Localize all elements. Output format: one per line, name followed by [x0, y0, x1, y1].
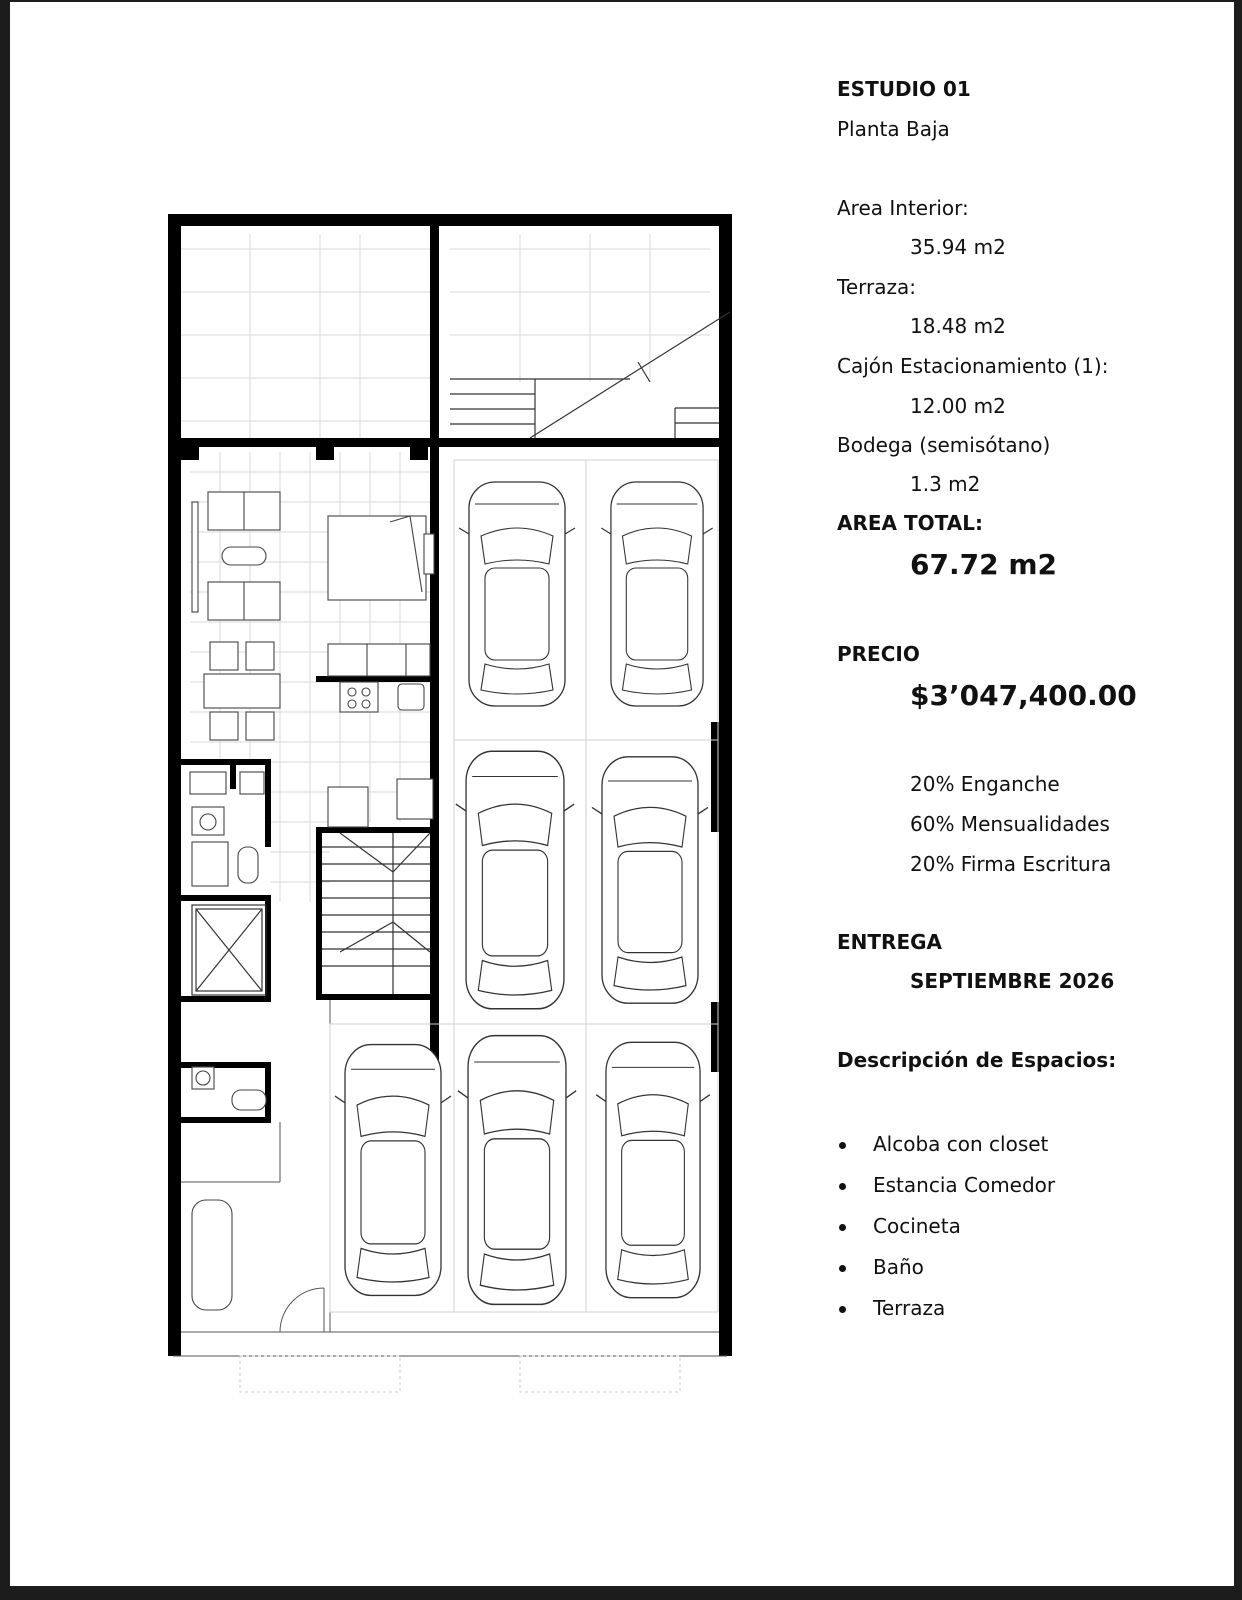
area-parking-value: 12.00 m2: [910, 394, 1006, 418]
floor-plan-drawing: [10, 2, 770, 1402]
unit-name: ESTUDIO 01: [837, 77, 971, 101]
price-label: PRECIO: [837, 642, 920, 666]
area-interior-value: 35.94 m2: [910, 235, 1006, 259]
spaces-list: [837, 1132, 1055, 1337]
area-parking-label: Cajón Estacionamiento (1):: [837, 354, 1109, 378]
list-item: Baño: [837, 1255, 1055, 1296]
area-storage-value: 1.3 m2: [910, 472, 981, 496]
area-terrace-value: 18.48 m2: [910, 314, 1006, 338]
total-area-value: 67.72 m2: [910, 548, 1057, 581]
payment-item: 20% Enganche: [910, 772, 1060, 796]
document-page: [10, 2, 1234, 1586]
list-item: Cocineta: [837, 1214, 1055, 1255]
price-value: $3’047,400.00: [910, 679, 1137, 712]
payment-item: 60% Mensualidades: [910, 812, 1110, 836]
area-storage-label: Bodega (semisótano): [837, 433, 1051, 457]
list-item: Terraza: [837, 1296, 1055, 1337]
delivery-date: SEPTIEMBRE 2026: [910, 969, 1115, 993]
spaces-title: Descripción de Espacios:: [837, 1048, 1117, 1072]
area-interior-label: Area Interior:: [837, 196, 969, 220]
list-item: Alcoba con closet: [837, 1132, 1055, 1173]
payment-item: 20% Firma Escritura: [910, 852, 1112, 876]
unit-level: Planta Baja: [837, 117, 950, 141]
list-item: Estancia Comedor: [837, 1173, 1055, 1214]
total-area-label: AREA TOTAL:: [837, 511, 983, 535]
area-terrace-label: Terraza:: [837, 275, 916, 299]
delivery-label: ENTREGA: [837, 930, 942, 954]
